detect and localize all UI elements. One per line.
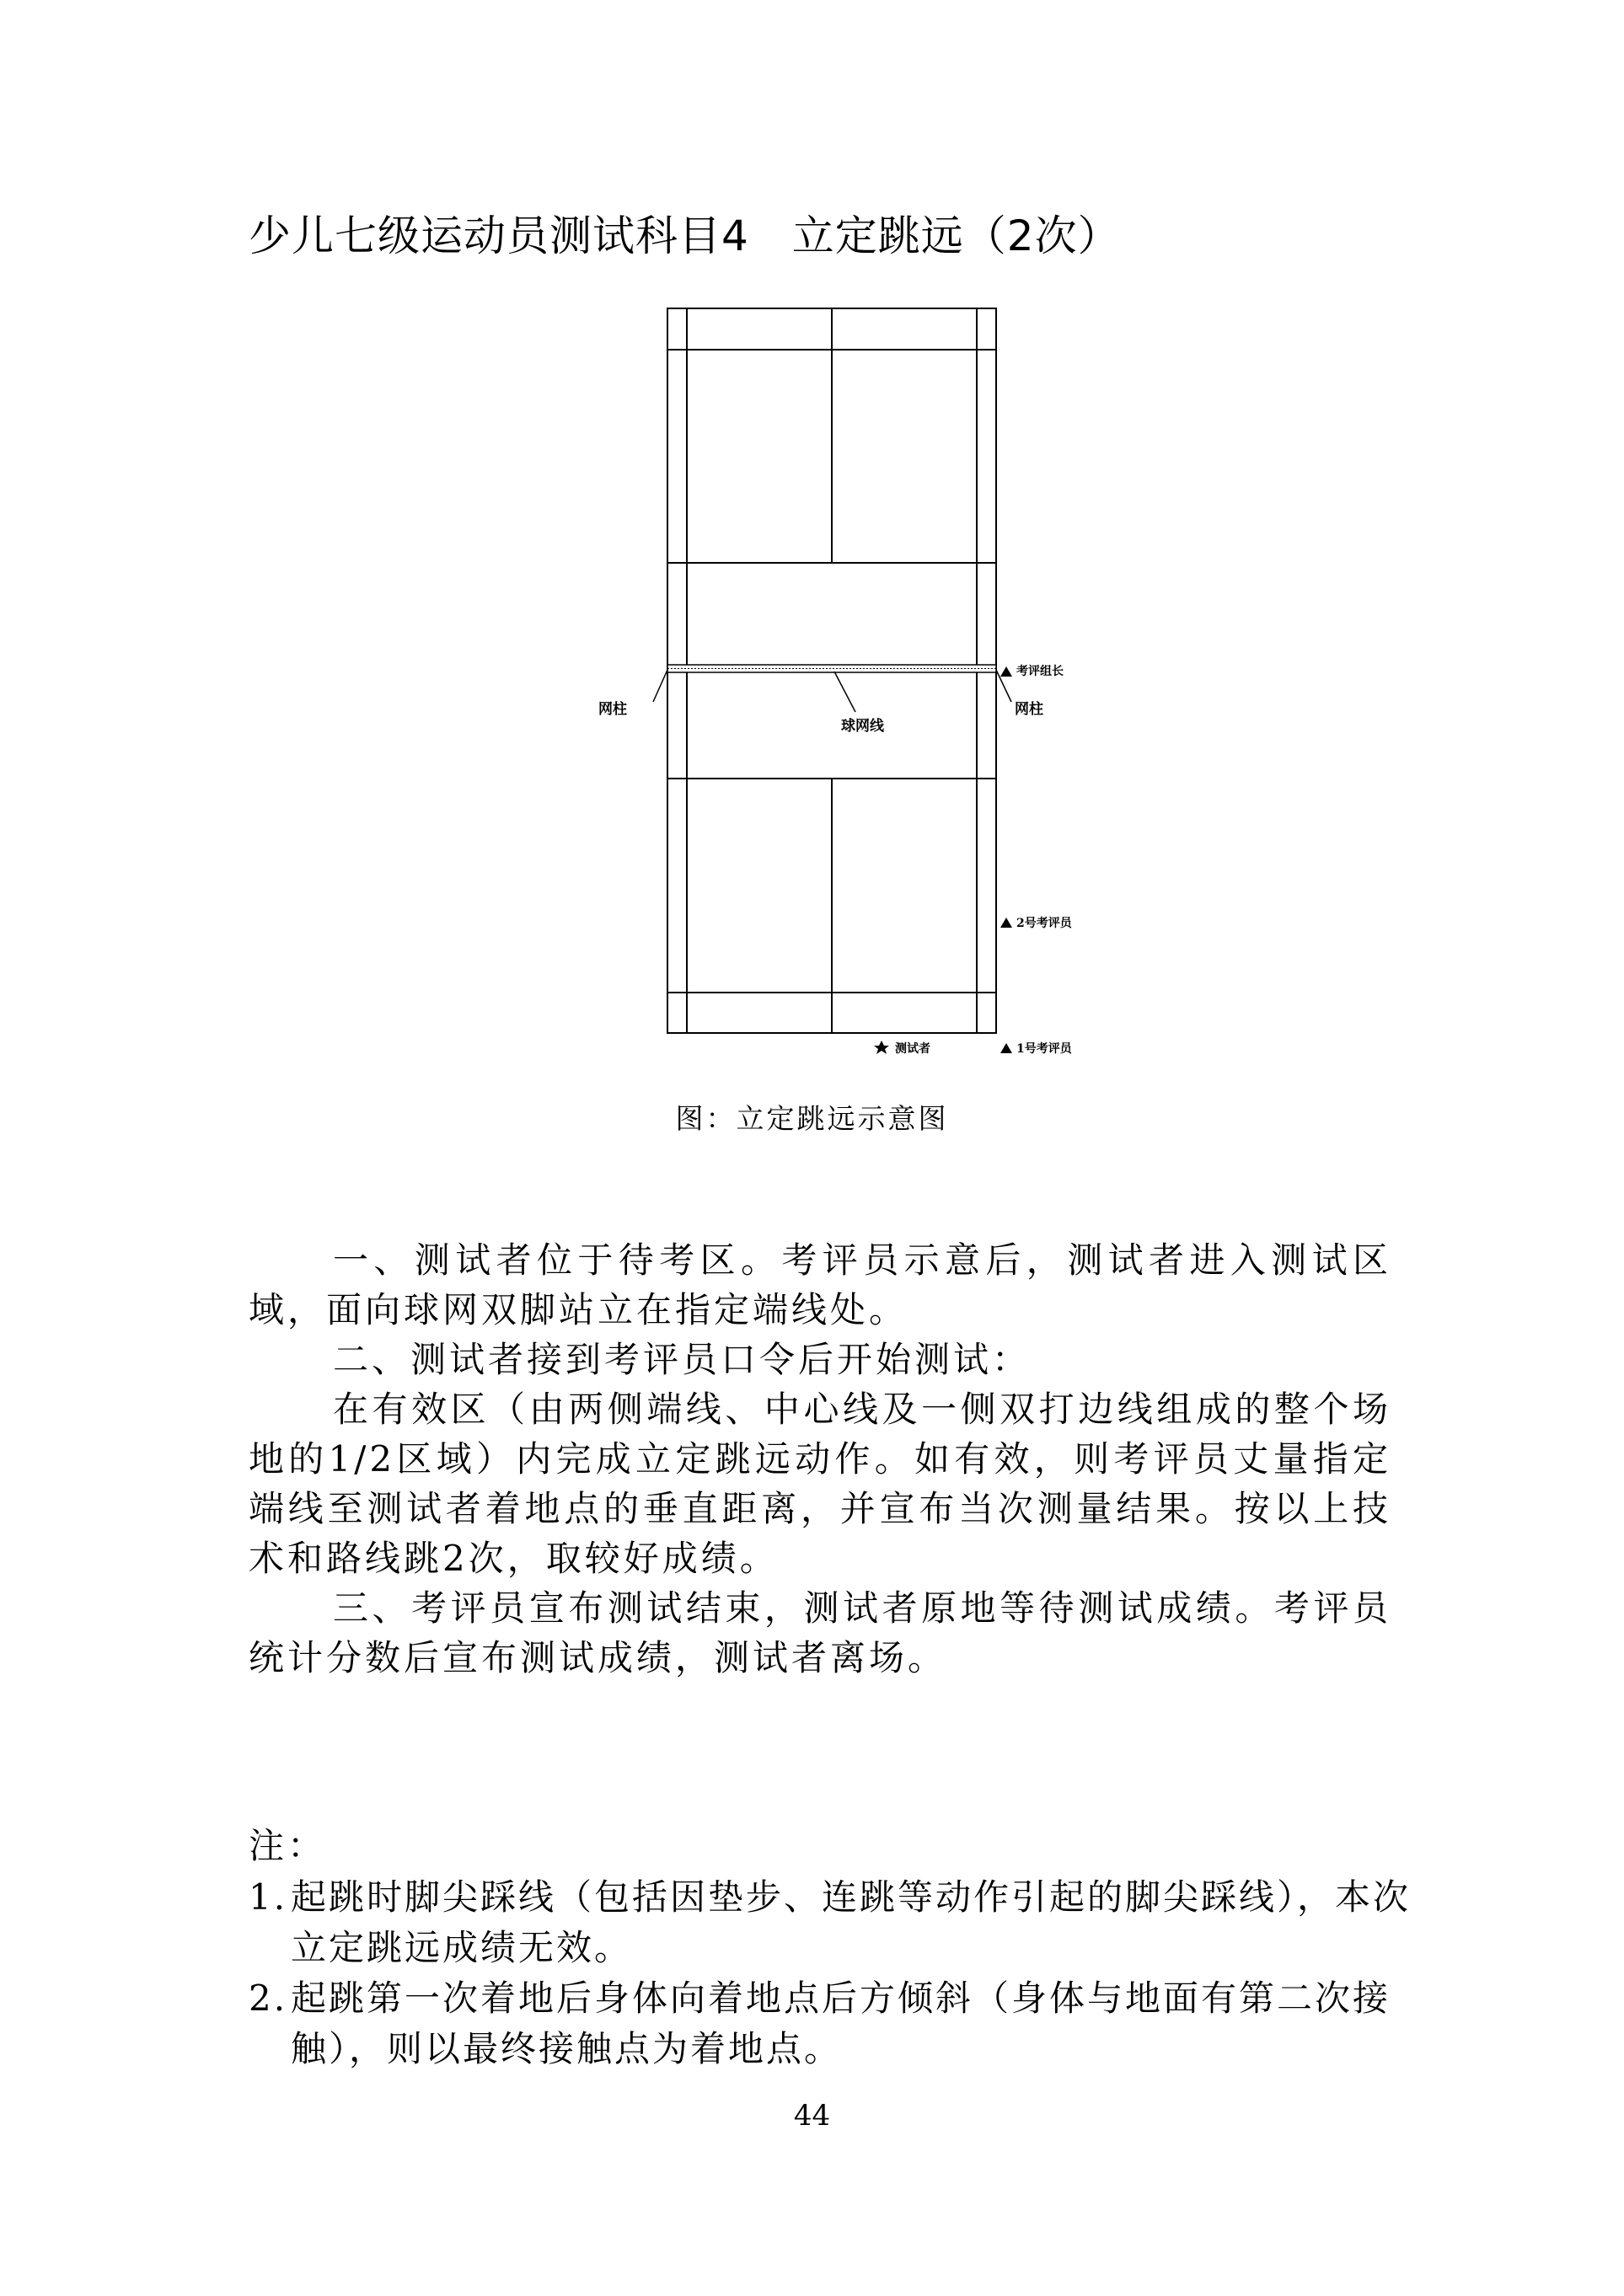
examiner-1-label: 1号考评员 [1016, 1042, 1072, 1056]
net-post-right-label: 网柱 [1015, 701, 1043, 718]
paragraph-4: 三、考评员宣布测试结束，测试者原地等待测试成绩。考评员统计分数后宣布测试成绩，测试者离场。 [249, 1587, 1391, 1678]
page-number: 44 [793, 2099, 831, 2133]
note-number: 2. [249, 1978, 288, 2019]
net [667, 665, 996, 672]
note-item [249, 1872, 1412, 1973]
paragraph-2: 二、测试者接到考评员口令后开始测试： [333, 1339, 1032, 1380]
tester-label: 测试者 [895, 1042, 930, 1056]
court-lines [573, 299, 1112, 1074]
note-number: 1. [249, 1876, 288, 1918]
triangle-icon [1000, 1043, 1012, 1053]
note-item [249, 1973, 1412, 2074]
instruction-paragraphs [249, 1235, 1391, 1683]
net-line-label: 球网线 [841, 718, 884, 735]
markers [874, 666, 1012, 1054]
notes-list [249, 1872, 1412, 2074]
notes-label: 注： [249, 1825, 327, 1866]
figure-caption: 图：立定跳远示意图 [675, 1102, 949, 1135]
paragraph-1: 一、测试者位于待考区。考评员示意后，测试者进入测试区域，面向球网双脚站立在指定端线处。 [249, 1239, 1391, 1330]
examiner-2-label: 2号考评员 [1016, 917, 1072, 930]
paragraph-3: 在有效区（由两侧端线、中心线及一侧双打边线组成的整个场地的1/2区域）内完成立定跳远动作。如有效，则考评员丈量指定端线至测试者着地点的垂直距离，并宣布当次测量结果。按以上技术和路线跳2次，取较好成绩。 [249, 1389, 1391, 1579]
note-text: 起跳时脚尖踩线（包括因垫步、连跳等动作引起的脚尖踩线），本次立定跳远成绩无效。 [291, 1876, 1412, 1968]
label-leader-lines [653, 670, 1011, 712]
net-post-left-label: 网柱 [598, 701, 627, 718]
head-examiner-label: 考评组长 [1016, 665, 1064, 678]
star-icon [874, 1041, 889, 1054]
page-title: 少儿七级运动员测试科目4 立定跳远（2次） [249, 211, 1121, 260]
note-text: 起跳第一次着地后身体向着地点后方倾斜（身体与地面有第二次接触），则以最终接触点为着地点。 [291, 1978, 1391, 2069]
triangle-icon [1000, 666, 1012, 677]
triangle-icon [1000, 918, 1012, 928]
court-diagram [573, 299, 1112, 1074]
